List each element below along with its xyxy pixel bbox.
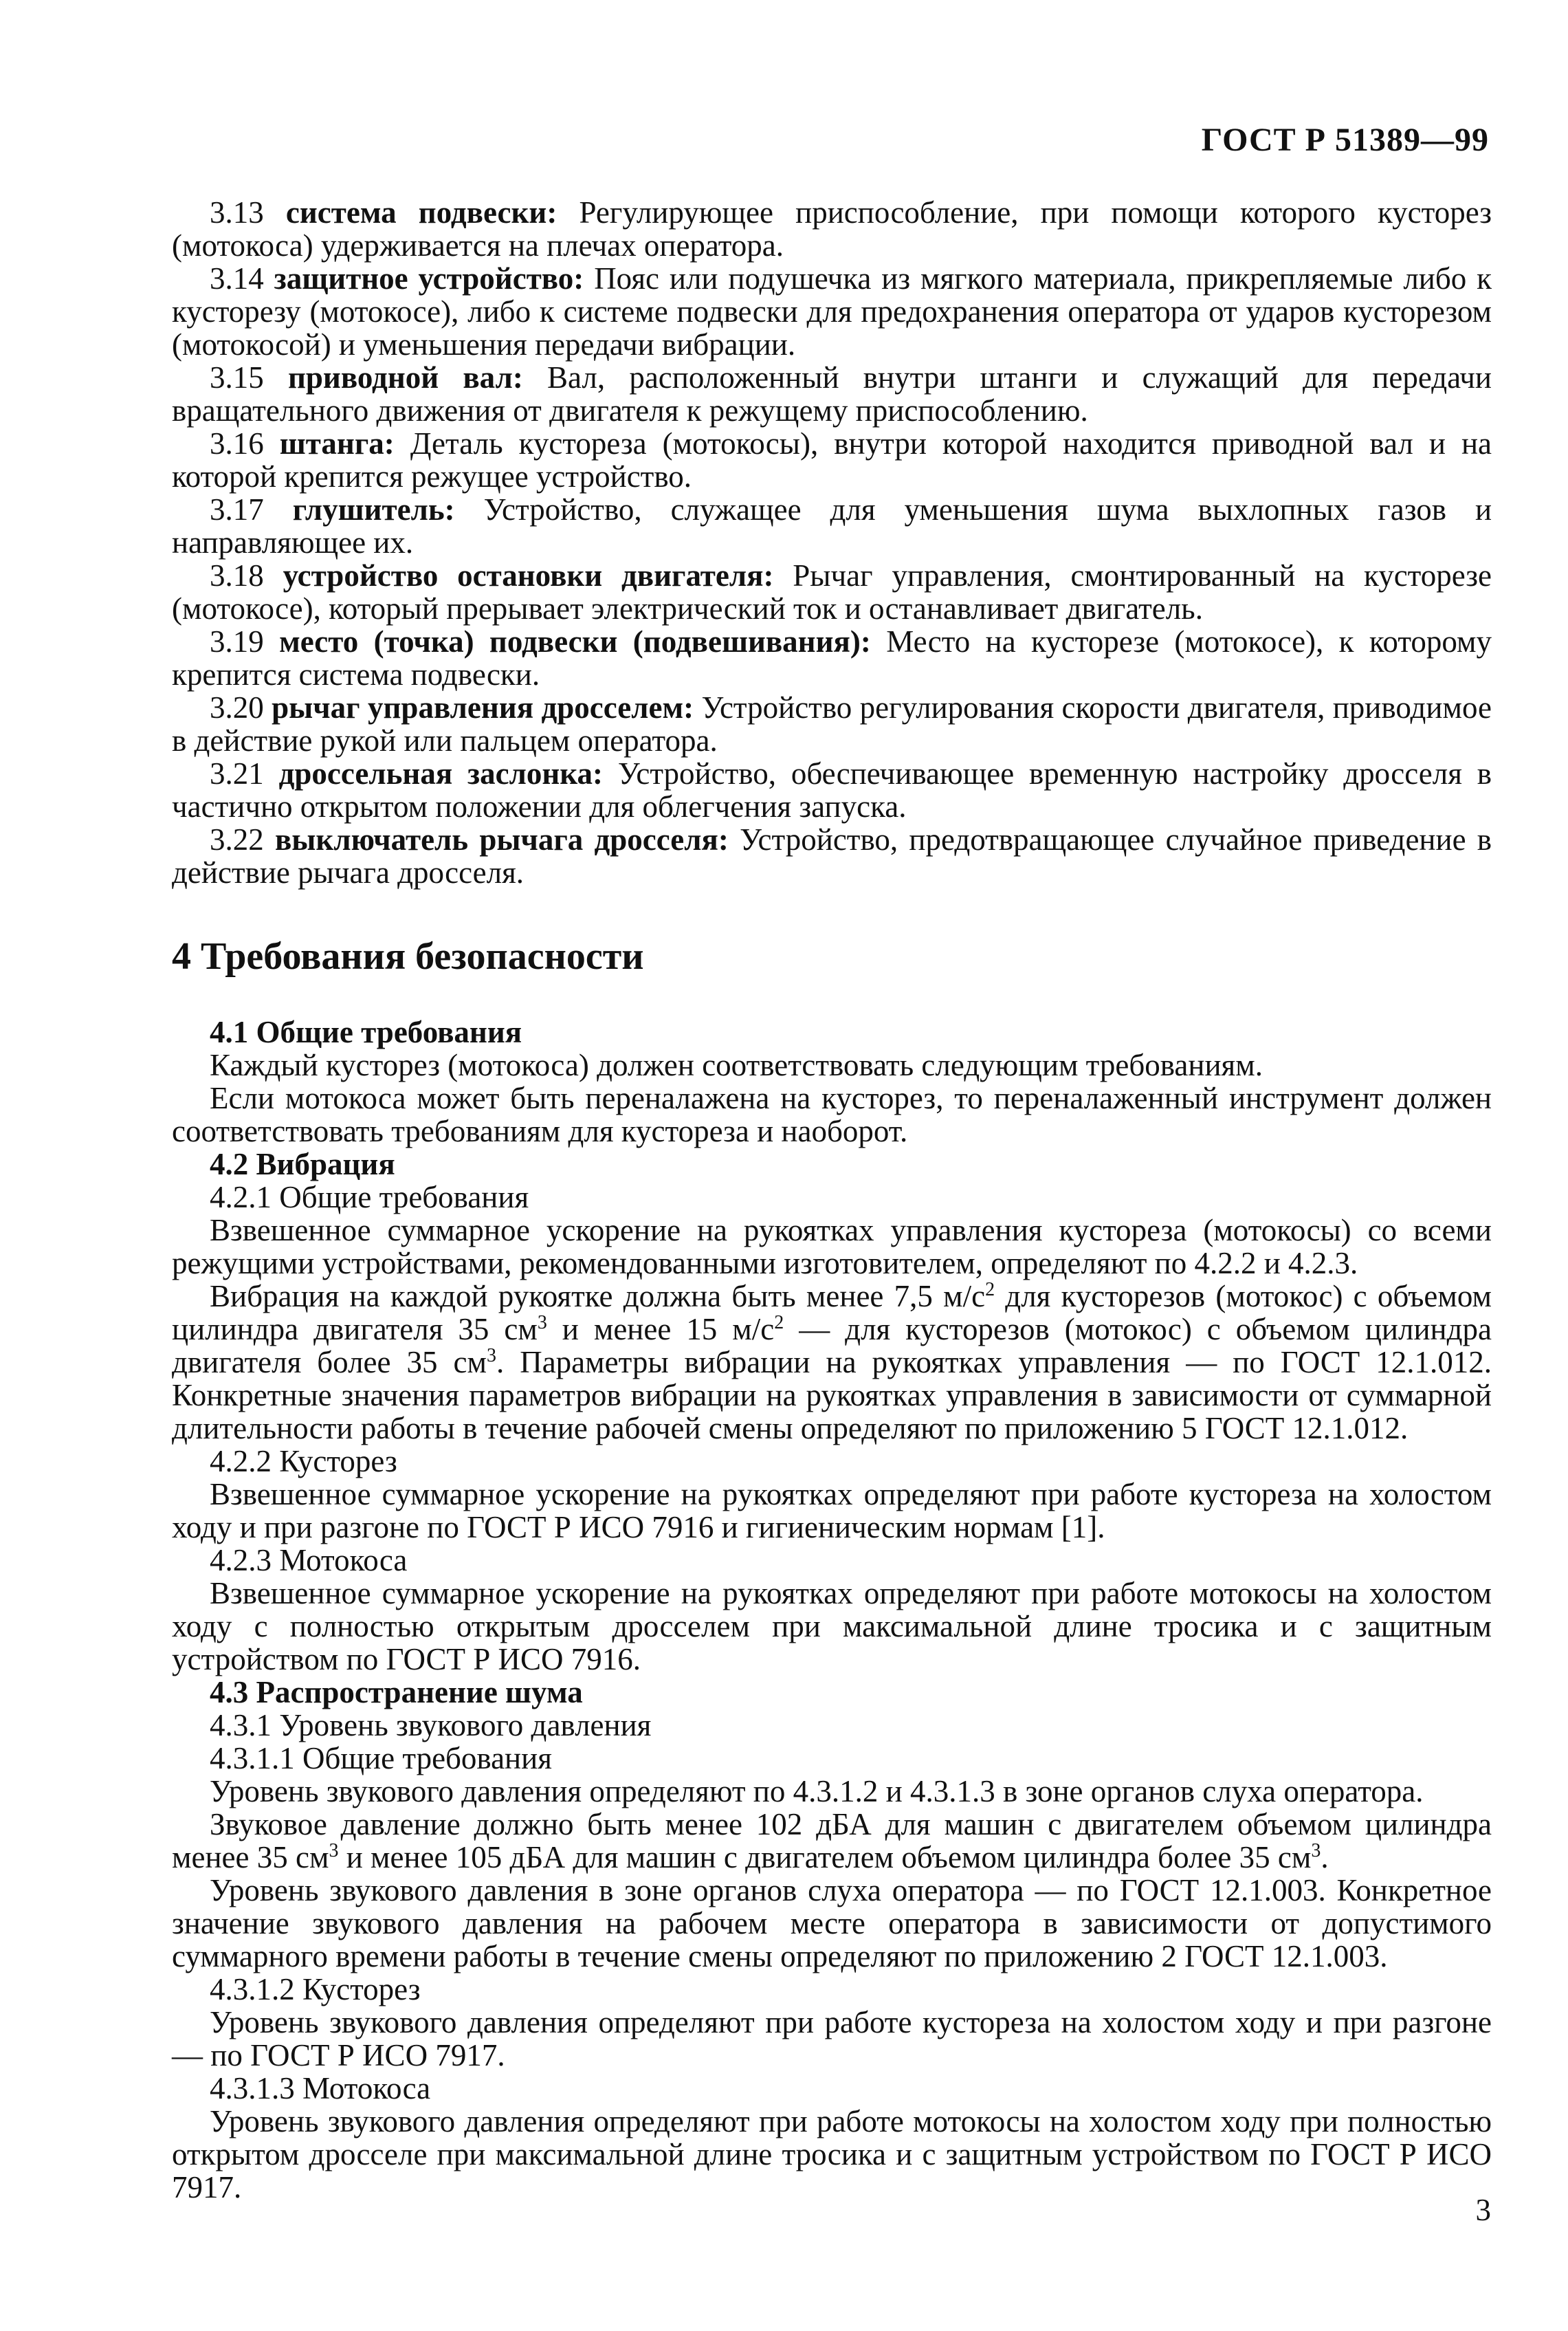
subsection-4-3-heading: 4.3 Распространение шума [210, 1675, 583, 1709]
paragraph-4-1-a: Каждый кусторез (мотокоса) должен соответствовать следующим требованиям. [210, 1048, 1263, 1082]
definition-3-20: 3.20 рычаг управления дросселем: Устройство регулирования скорости двигателя, приводимое в действие рукой или пальцем оператора. [172, 690, 1492, 758]
paragraph-4-2-2: Взвешенное суммарное ускорение на рукоятках определяют при работе кустореза на холостом ходу и при разгоне по ГОСТ Р ИСО 7916 и гигиеническим нормам [1]. [172, 1477, 1492, 1544]
definition-3-17: 3.17 глушитель: Устройство, служащее для уменьшения шума выхлопных газов и направляющее их. [172, 492, 1492, 560]
paragraph-4-3-1-1-c: Уровень звукового давления в зоне органов слуха оператора — по ГОСТ 12.1.003. Конкретное значение звукового давления на рабочем месте оператора в зависимости от допустимого суммарного времени работы в течение смены определяют по приложению 2 ГОСТ 12.1.003. [172, 1873, 1492, 1973]
definition-3-14: 3.14 защитное устройство: Пояс или подушечка из мягкого материала, прикрепляемые либо к кусторезу (мотокосе), либо к системе подвески для предохранения оператора от ударов кусторезом (мотокосой) и уменьшения передачи вибрации. [172, 261, 1492, 362]
definition-3-19: 3.19 место (точка) подвески (подвешивания): Место на кусторезе (мотокосе), к которому крепится система подвески. [172, 624, 1492, 692]
definitions-list [172, 196, 1492, 889]
definition-3-18: 3.18 устройство остановки двигателя: Рычаг управления, смонтированный на кусторезе (мотокосе), который прерывает электрический ток и останавливает двигатель. [172, 558, 1492, 626]
paragraph-4-3-1-1-b: Звуковое давление должно быть менее 102 дБА для машин с двигателем объемом цилиндра менее 35 $см^3$ и менее 105 дБА для машин с двигателем объемом цилиндра более 35 $см^3$. [172, 1807, 1492, 1874]
definition-3-13: 3.13 система подвески: Регулирующее приспособление, при помощи которого кусторез (мотокоса) удерживается на плечах оператора. [172, 195, 1492, 263]
subsection-4-2-3-heading: 4.2.3 Мотокоса [210, 1543, 408, 1577]
definition-3-21: 3.21 дроссельная заслонка: Устройство, обеспечивающее временную настройку дросселя в частично открытом положении для облегчения запуска. [172, 756, 1492, 824]
paragraph-4-2-3: Взвешенное суммарное ускорение на рукоятках определяют при работе мотокосы на холостом ходу с полностью открытым дросселем при максимальной длине тросика и с защитным устройством по ГОСТ Р ИСО 7916. [172, 1576, 1492, 1676]
subsection-4-3-1-2-heading: 4.3.1.2 Кусторез [210, 1972, 421, 2006]
paragraph-4-1-b: Если мотокоса может быть переналажена на кусторез, то переналаженный инструмент должен соответствовать требованиям для кустореза и наоборот. [172, 1081, 1492, 1148]
section-4-heading: 4 Требования безопасности [172, 935, 644, 978]
subsection-4-2-2-heading: 4.2.2 Кусторез [210, 1444, 397, 1478]
subsection-4-3-1-3-heading: 4.3.1.3 Мотокоса [210, 2071, 431, 2105]
page-body [172, 196, 1492, 2204]
definition-3-15: 3.15 приводной вал: Вал, расположенный внутри штанги и служащий для передачи вращательного движения от двигателя к режущему приспособлению. [172, 360, 1492, 428]
subsection-4-3-1-1-heading: 4.3.1.1 Общие требования [210, 1741, 552, 1775]
subsection-4-3-1-heading: 4.3.1 Уровень звукового давления [210, 1708, 652, 1742]
definition-3-22: 3.22 выключатель рычага дросселя: Устройство, предотвращающее случайное приведение в действие рычага дросселя. [172, 822, 1492, 890]
definition-3-16: 3.16 штанга: Деталь кустореза (мотокосы), внутри которой находится приводной вал и на которой крепится режущее устройство. [172, 426, 1492, 494]
page-header-standard: ГОСТ Р 51389—99 [1201, 122, 1489, 158]
subsection-4-1-heading: 4.1 Общие требования [210, 1015, 522, 1049]
paragraph-4-3-1-2: Уровень звукового давления определяют при работе кустореза на холостом ходу и при разгоне — по ГОСТ Р ИСО 7917. [172, 2005, 1492, 2072]
paragraph-4-3-1-3: Уровень звукового давления определяют при работе мотокосы на холостом ходу при полностью открытом дросселе при максимальной длине тросика и с защитным устройством по ГОСТ Р ИСО 7917. [172, 2104, 1492, 2204]
subsection-4-2-1-heading: 4.2.1 Общие требования [210, 1180, 529, 1214]
paragraph-4-2-1-a: Взвешенное суммарное ускорение на рукоятках управления кустореза (мотокосы) со всеми режущими устройствами, рекомендованными изготовителем, определяют по 4.2.2 и 4.2.3. [172, 1213, 1492, 1280]
paragraph-4-3-1-1-a: Уровень звукового давления определяют по 4.3.1.2 и 4.3.1.3 в зоне органов слуха оператора. [210, 1774, 1424, 1808]
page-number: 3 [1475, 2193, 1491, 2227]
paragraph-4-2-1-b: Вибрация на каждой рукоятке должна быть менее 7,5 $м/с^2$ для кусторезов (мотокос) с объемом цилиндра двигателя 35 $см^3$ и менее 15 $м/с^2$ — для кусторезов (мотокос) с объемом цилиндра двигателя более 35 $см^3$. Параметры вибрации на рукоятках управления — по ГОСТ 12.1.012. Конкретные значения параметров вибрации на рукоятках управления в зависимости от суммарной длительности работы в течение рабочей смены определяют по приложению 5 ГОСТ 12.1.012. [172, 1279, 1492, 1445]
subsection-4-2-heading: 4.2 Вибрация [210, 1147, 395, 1181]
